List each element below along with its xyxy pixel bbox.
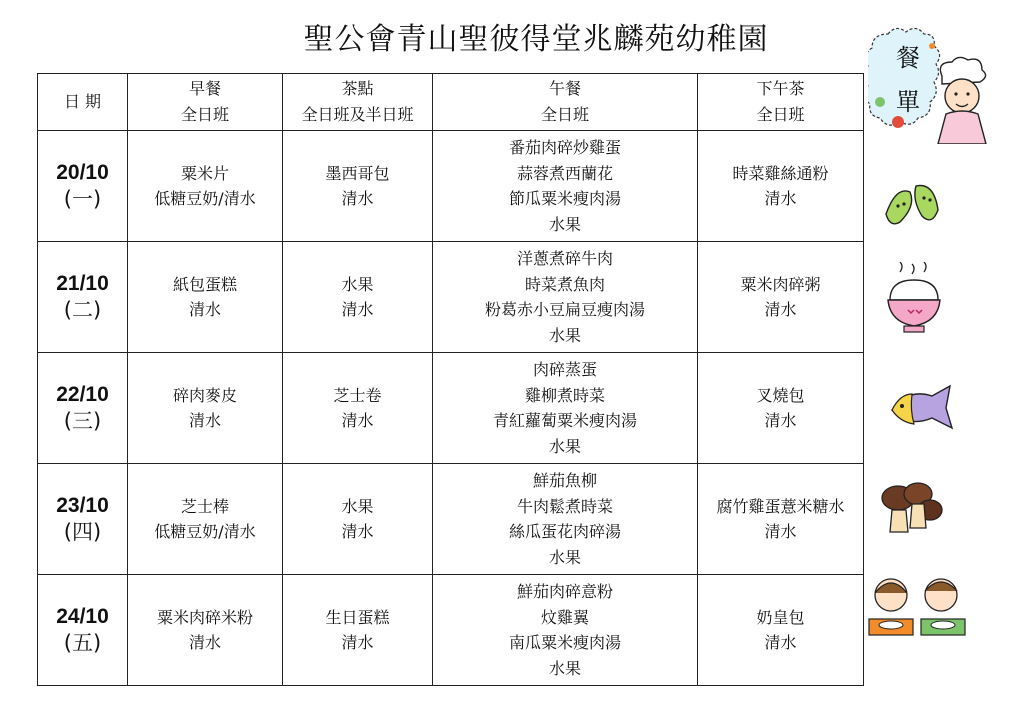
weekday-text: (一)	[63, 187, 102, 211]
tea-cell	[698, 131, 864, 242]
snack-item: 水果	[341, 274, 374, 294]
weekday-text: (三)	[63, 409, 102, 433]
tea-item: 清水	[764, 522, 797, 541]
weekday-text: (五)	[63, 631, 102, 655]
date-text: 24/10	[56, 605, 109, 628]
tea-cell	[698, 242, 864, 353]
table-row	[38, 242, 864, 353]
tea-item: 清水	[764, 411, 797, 430]
lunch-item: 青紅蘿蔔粟米瘦肉湯	[492, 411, 637, 430]
lunch-cell	[433, 242, 698, 353]
lunch-cell	[433, 464, 698, 575]
rice-bowl-icon	[884, 262, 944, 338]
table-row	[38, 464, 864, 575]
lunch-item: 水果	[548, 658, 581, 678]
breakfast-item: 粟米肉碎米粉	[156, 607, 253, 627]
date-text: 22/10	[56, 383, 109, 406]
snack-item: 清水	[341, 522, 374, 541]
children-eating-icon	[863, 573, 971, 643]
date-text: 21/10	[56, 272, 109, 295]
breakfast-cell	[128, 353, 283, 464]
breakfast-item: 粟米片	[180, 163, 229, 183]
fish-icon	[888, 384, 956, 434]
lunch-item: 水果	[548, 325, 581, 345]
breakfast-cell	[128, 464, 283, 575]
date-text: 23/10	[56, 494, 109, 517]
lunch-item: 粉葛赤小豆扁豆瘦肉湯	[484, 300, 645, 319]
date-cell	[38, 353, 128, 464]
breakfast-item: 碎肉麥皮	[172, 385, 237, 405]
lunch-item: 水果	[548, 214, 581, 234]
date-cell	[38, 575, 128, 686]
tea-item: 清水	[764, 189, 797, 208]
lunch-cell	[433, 131, 698, 242]
header-date: 日 期	[38, 74, 128, 131]
tea-item: 奶皇包	[756, 607, 805, 627]
breakfast-cell	[128, 131, 283, 242]
lunch-item: 南瓜粟米瘦肉湯	[508, 633, 621, 652]
breakfast-item: 清水	[188, 411, 221, 430]
lunch-cell	[433, 353, 698, 464]
lunch-item: 番茄肉碎炒雞蛋	[508, 138, 621, 157]
tea-cell	[698, 464, 864, 575]
header-lunch: 午餐 全日班	[433, 74, 698, 131]
snack-item: 清水	[341, 633, 374, 652]
lunch-cell	[433, 575, 698, 686]
breakfast-item: 低糖豆奶/清水	[154, 522, 256, 541]
breakfast-item: 清水	[188, 300, 221, 319]
lunch-item: 蒜蓉煮西蘭花	[516, 163, 613, 183]
snack-item: 生日蛋糕	[325, 607, 390, 627]
snack-item: 清水	[341, 300, 374, 319]
snack-cell	[283, 131, 433, 242]
chef-icon	[928, 54, 998, 144]
lunch-item: 肉碎蒸蛋	[532, 360, 597, 379]
lunch-item: 絲瓜蛋花肉碎湯	[508, 522, 621, 541]
date-cell	[38, 242, 128, 353]
date-cell	[38, 131, 128, 242]
tea-cell	[698, 353, 864, 464]
breakfast-item: 芝士棒	[180, 496, 229, 516]
tea-item: 腐竹雞蛋薏米糖水	[716, 496, 845, 516]
snack-item: 芝士卷	[333, 385, 382, 405]
snack-cell	[283, 575, 433, 686]
lunch-item: 鮮茄魚柳	[532, 471, 597, 490]
header-tea: 下午茶 全日班	[698, 74, 864, 131]
lunch-item: 鮮茄肉碎意粉	[516, 582, 613, 601]
weekday-text: (四)	[63, 520, 102, 544]
snack-cell	[283, 353, 433, 464]
snack-item: 水果	[341, 496, 374, 516]
lunch-item: 水果	[548, 436, 581, 456]
peas-icon	[880, 174, 946, 234]
lunch-item: 節瓜粟米瘦肉湯	[508, 189, 621, 208]
breakfast-cell	[128, 242, 283, 353]
lunch-item: 牛肉鬆煮時菜	[516, 496, 613, 516]
table-row	[38, 575, 864, 686]
tea-item: 清水	[764, 633, 797, 652]
tea-cell	[698, 575, 864, 686]
mushroom-icon	[878, 476, 946, 538]
lunch-item: 水果	[548, 547, 581, 567]
snack-cell	[283, 242, 433, 353]
table-row	[38, 353, 864, 464]
breakfast-cell	[128, 575, 283, 686]
breakfast-item: 紙包蛋糕	[172, 274, 237, 294]
date-text: 20/10	[56, 161, 109, 184]
table-row	[38, 131, 864, 242]
breakfast-item: 低糖豆奶/清水	[154, 189, 256, 208]
menu-table	[37, 73, 864, 686]
tea-item: 清水	[764, 300, 797, 319]
tea-item: 叉燒包	[756, 385, 805, 405]
lunch-item: 炆雞翼	[540, 607, 589, 627]
header-snack: 茶點 全日班及半日班	[283, 74, 433, 131]
page-title: 聖公會青山聖彼得堂兆麟苑幼稚園	[303, 22, 769, 57]
badge-char-1: 餐	[896, 44, 920, 72]
badge-char-2: 單	[896, 88, 920, 116]
header-breakfast: 早餐 全日班	[128, 74, 283, 131]
lunch-item: 時菜煮魚肉	[524, 274, 605, 294]
tea-item: 粟米肉碎粥	[740, 274, 821, 294]
lunch-item: 雞柳煮時菜	[524, 385, 605, 405]
snack-cell	[283, 464, 433, 575]
lunch-item: 洋蔥煮碎牛肉	[516, 249, 613, 268]
date-cell	[38, 464, 128, 575]
header-row	[38, 74, 864, 131]
tea-item: 時菜雞絲通粉	[732, 163, 829, 183]
weekday-text: (二)	[63, 298, 102, 322]
snack-item: 墨西哥包	[325, 163, 390, 183]
breakfast-item: 清水	[188, 633, 221, 652]
snack-item: 清水	[341, 189, 374, 208]
snack-item: 清水	[341, 411, 374, 430]
